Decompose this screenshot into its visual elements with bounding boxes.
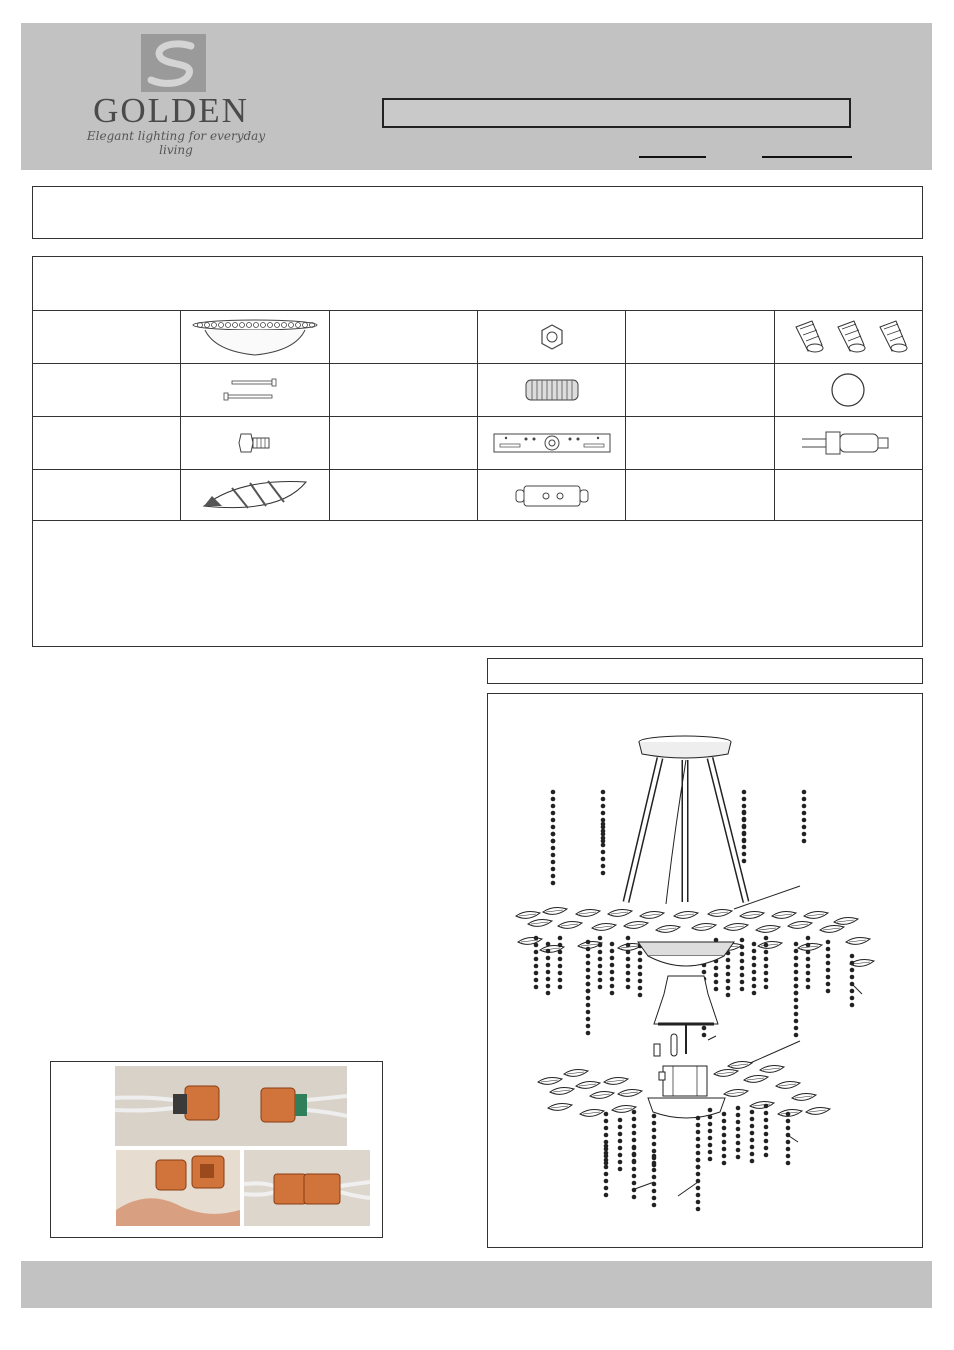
part-label-cell <box>33 470 181 523</box>
brand-name: GOLDEN <box>93 91 249 130</box>
footer-banner <box>21 1261 932 1308</box>
part-label-cell <box>626 364 774 417</box>
underline-long <box>762 156 852 158</box>
threaded-nipple-icon <box>477 364 625 417</box>
chandelier-diagram <box>488 694 922 1247</box>
coupling-icon <box>477 470 625 523</box>
brand-tagline: Elegant lighting for everyday living <box>86 129 266 157</box>
part-label-cell <box>33 417 181 470</box>
title-box <box>382 98 851 128</box>
part-label-cell <box>626 470 774 523</box>
connector-photo-left <box>116 1150 240 1226</box>
connector-photo-frame <box>50 1061 383 1238</box>
part-label-cell <box>626 311 774 364</box>
hex-nut-icon <box>477 311 625 364</box>
parts-table <box>32 310 923 523</box>
header-banner <box>21 23 932 170</box>
empty-cell <box>774 470 922 523</box>
warning-box <box>32 186 923 239</box>
leaf-shade-icon <box>181 470 329 523</box>
canopy-icon <box>181 311 329 364</box>
wire-nuts-icon <box>774 311 922 364</box>
figure-heading-box <box>487 658 923 684</box>
parts-header-box <box>32 256 923 311</box>
part-label-cell <box>329 364 477 417</box>
mounting-screws-icon <box>181 364 329 417</box>
connector-photo-right <box>244 1150 370 1226</box>
chandelier-diagram-frame <box>487 693 923 1248</box>
wire-connector-photos <box>115 1066 347 1146</box>
part-label-cell <box>33 311 181 364</box>
ball-icon <box>774 364 922 417</box>
notes-box <box>32 520 923 647</box>
bulb-icon <box>774 417 922 470</box>
part-label-cell <box>329 311 477 364</box>
part-label-cell <box>33 364 181 417</box>
logo-s-icon <box>141 34 206 92</box>
ground-screw-icon <box>181 417 329 470</box>
underline-short <box>639 156 706 158</box>
part-label-cell <box>626 417 774 470</box>
part-label-cell <box>329 417 477 470</box>
part-label-cell <box>329 470 477 523</box>
crossbar-icon <box>477 417 625 470</box>
